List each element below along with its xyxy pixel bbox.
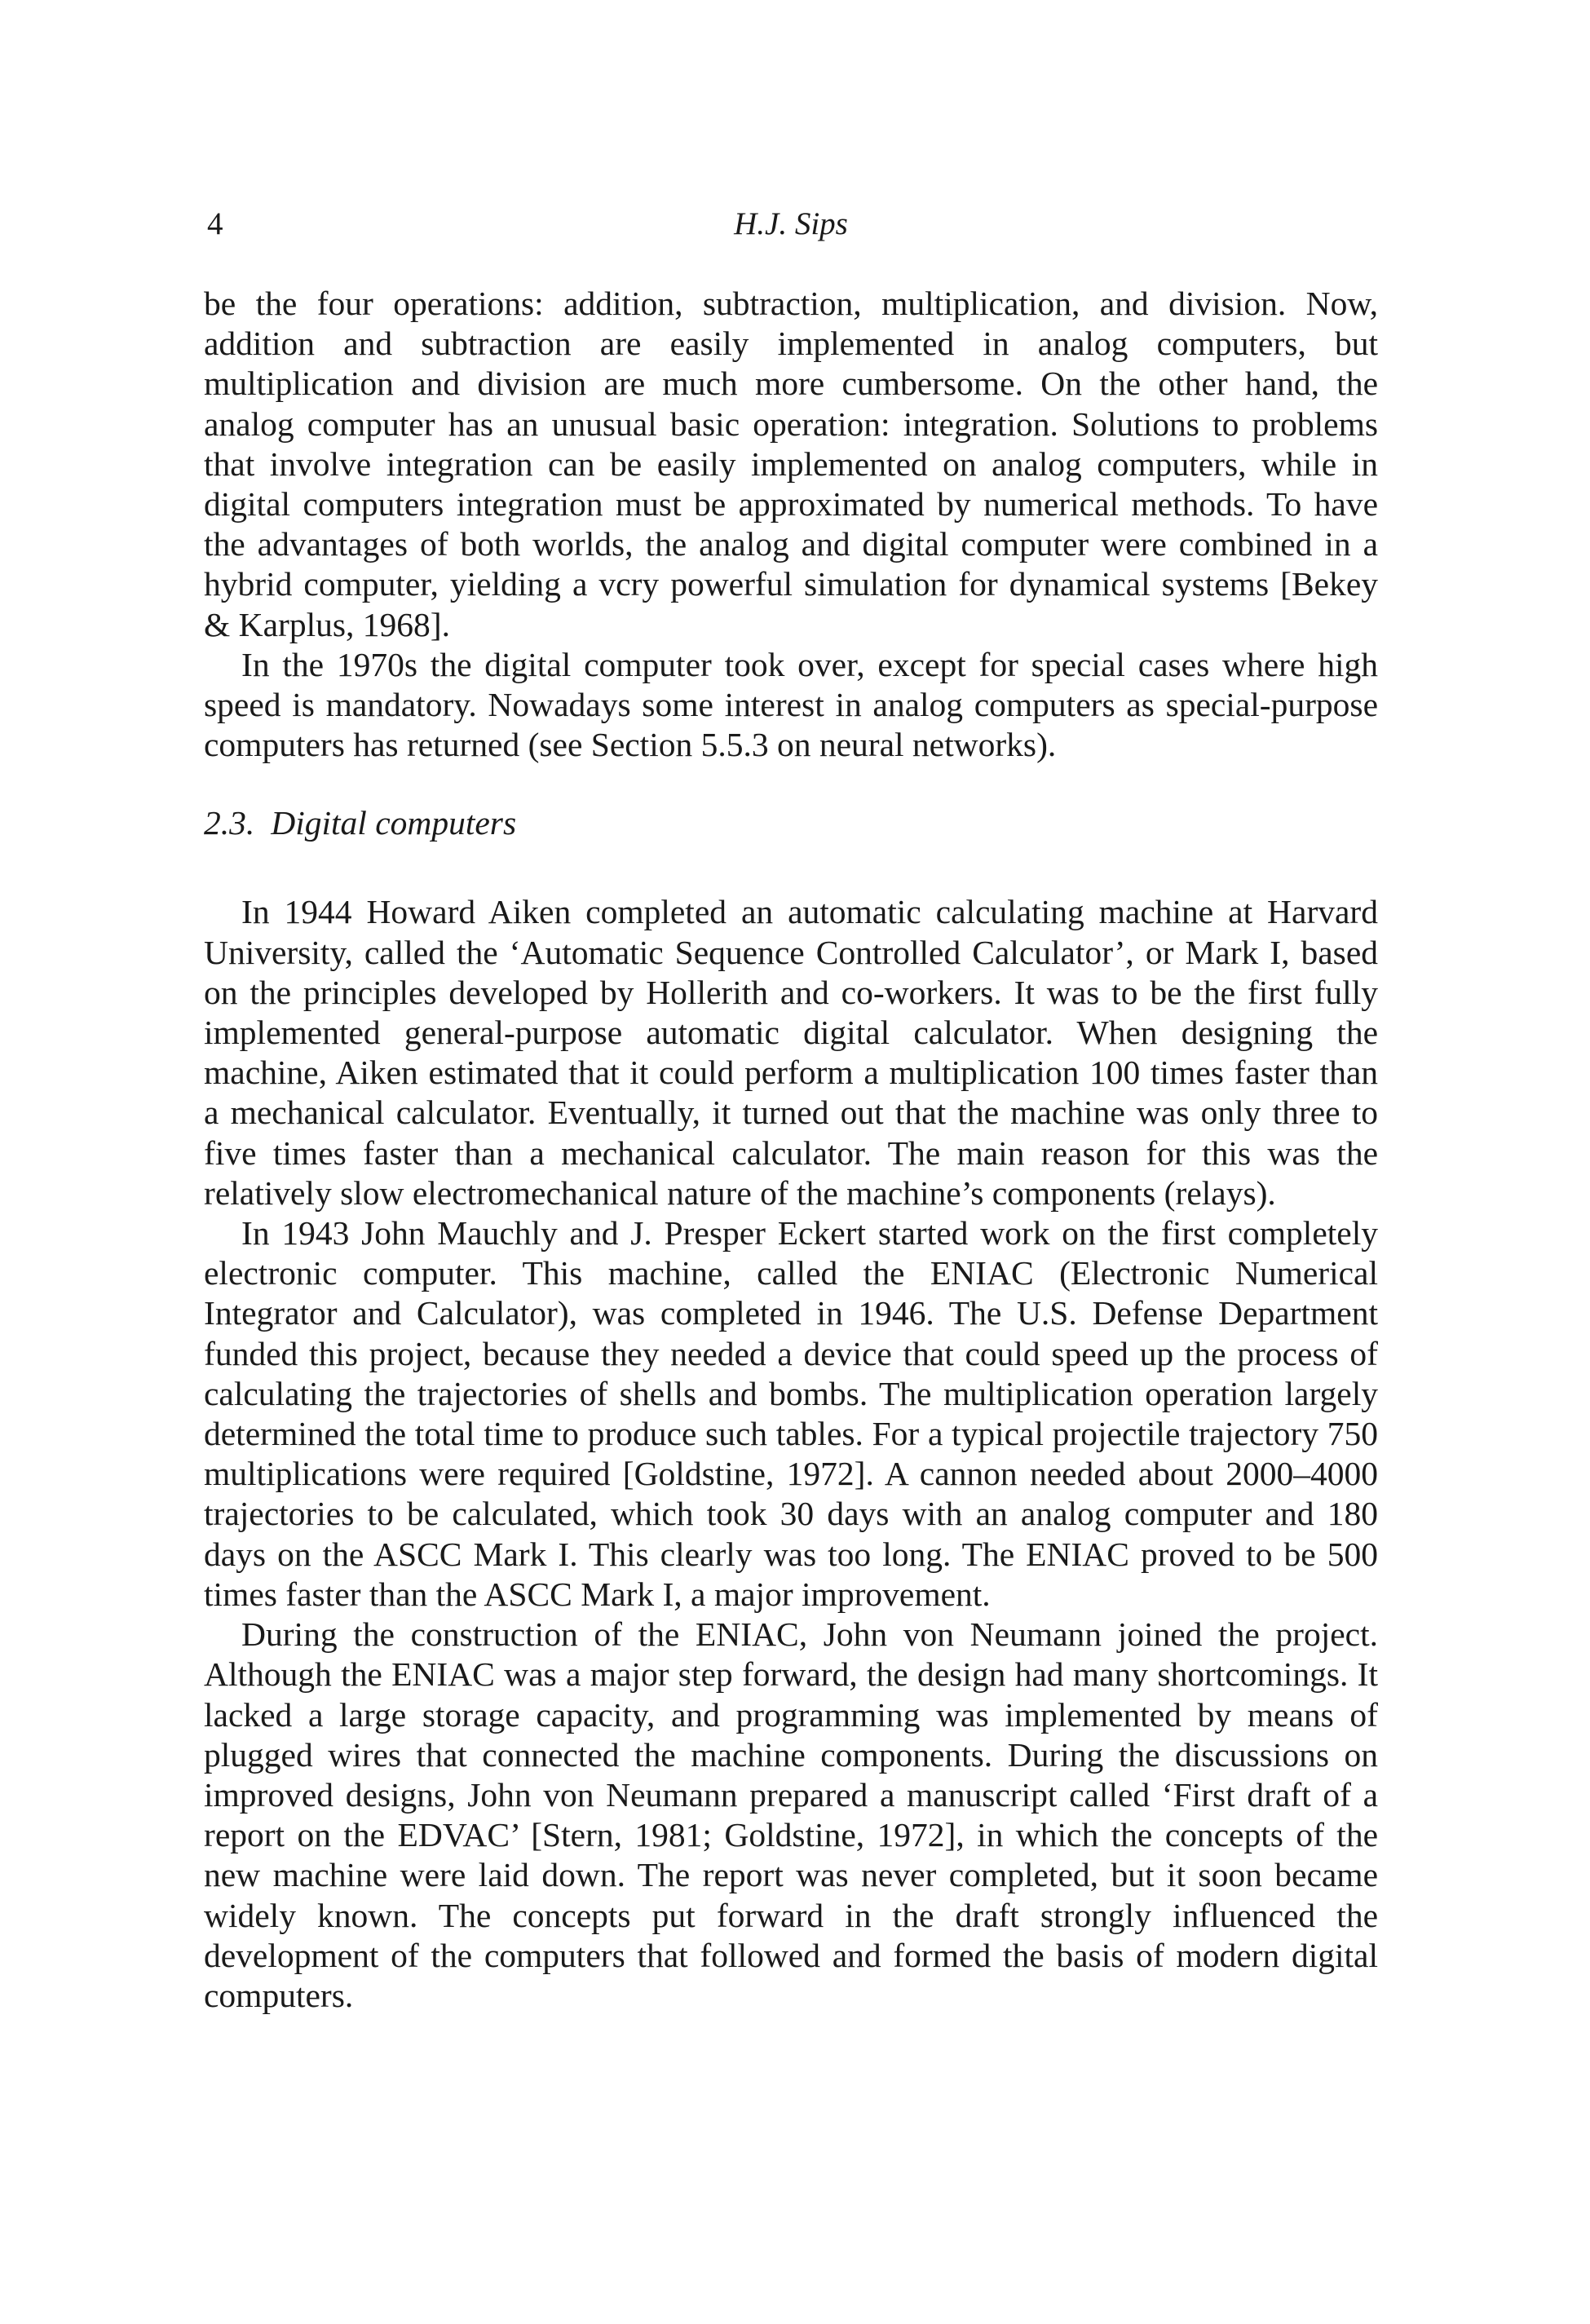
section-number: 2.3. — [204, 804, 255, 842]
paragraph: In 1943 John Mauchly and J. Presper Eckert started work on the first completely electronic computer. This machine, called the ENIAC (Electronic Numerical Integrator and Calculator), was completed in 1946. The U.S. Defense Department funded this project, because they needed a device that could speed up the process of calculating the trajectories of shells and bombs. The multiplication operation largely determined the total time to produce such tables. For a typical projectile trajectory 750 multiplications were required [Goldstine, 1972]. A cannon needed about 2000–4000 trajectories to be calculated, which took 30 days with an analog computer and 180 days on the ASCC Mark I. This clearly was too long. The ENIAC proved to be 500 times faster than the ASCC Mark I, a major improvement. — [204, 1214, 1378, 1613]
paragraph: In 1944 Howard Aiken completed an automatic calculating machine at Harvard University, called the ‘Automatic Sequence Controlled Calculator’, or Mark I, based on the principles developed by Hollerith and co-workers. It was to be the first fully implemented general-purpose automatic digital calculator. When designing the machine, Aiken estimated that it could perform a multiplication 100 times faster than a mechanical calculator. Eventually, it turned out that the machine was only three to five times faster than a mechanical calculator. The main reason for this was the relatively slow electromechanical nature of the machine’s components (relays). — [204, 893, 1378, 1212]
paragraph-continued: be the four operations: addition, subtraction, multiplication, and division. Now, addition and subtraction are easily implemented in analog computers, but multiplication and division are much more cumbersome. On the other hand, the analog computer has an unusual basic operation: integration. Solutions to problems that involve integration can be easily implemented on analog computers, while in digital computers integration must be approximated by numerical methods. To have the advantages of both worlds, the analog and digital computer were combined in a hybrid computer, yielding a vcry powerful simulation for dynamical systems [Bekey & Karplus, 1968]. — [204, 285, 1378, 643]
page-number: 4 — [207, 206, 223, 241]
running-head — [204, 200, 1378, 249]
running-title: H.J. Sips — [734, 206, 848, 241]
body-text — [204, 284, 1378, 2016]
paragraph: In the 1970s the digital computer took over, except for special cases where high speed is mandatory. Nowadays some interest in analog computers as special-purpose computers has returned (see Section 5.5.3 on neural networks). — [204, 645, 1378, 764]
page — [204, 200, 1378, 2016]
section-title: Digital computers — [271, 804, 517, 842]
paragraph: During the construction of the ENIAC, John von Neumann joined the project. Although the ENIAC was a major step forward, the design had many shortcomings. It lacked a large storage capacity, and programming was implemented by means of plugged wires that connected the machine components. During the discussions on improved designs, John von Neumann prepared a manuscript called ‘First draft of a report on the EDVAC’ [Stern, 1981; Goldstine, 1972], in which the concepts of the new machine were laid down. The report was never completed, but it soon became widely known. The concepts put forward in the draft strongly influenced the development of the computers that followed and formed the basis of modern digital computers. — [204, 1615, 1378, 2014]
section-heading — [204, 803, 1378, 843]
